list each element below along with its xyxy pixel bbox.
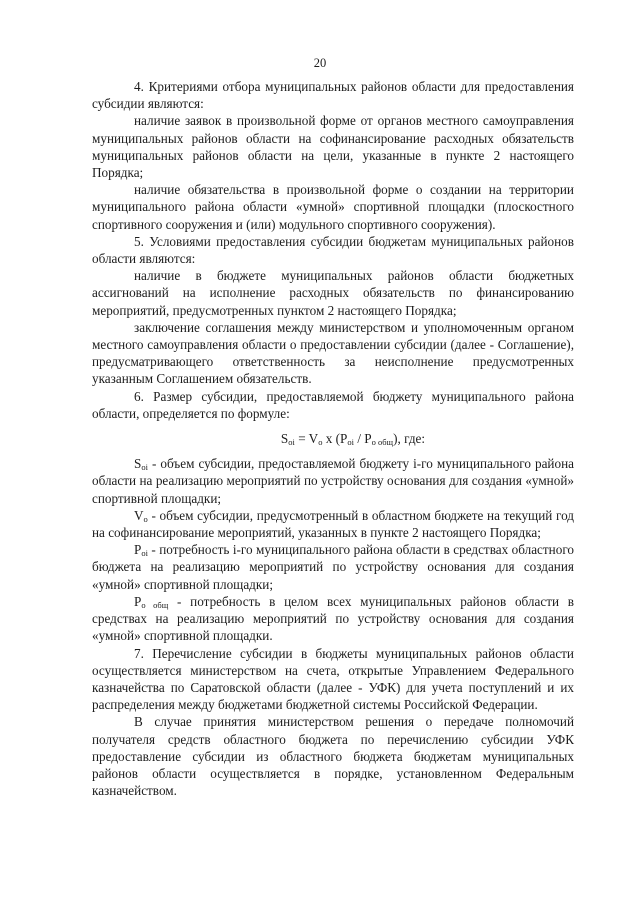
paragraph-4-item-1: наличие заявок в произвольной форме от органов местного самоуправления муниципальных районов области на софинансирование расходных обязательств муниципальных районов области на цели, указанные в пункте 2 настоящего Порядка; <box>92 113 574 181</box>
paragraph-5-item-1: наличие в бюджете муниципальных районов области бюджетных ассигнований на исполнение расходных обязательств по финансированию мероприятий, предусмотренных пунктом 2 настоящего Порядка; <box>92 268 574 318</box>
definition-v-o: $V_o$ - объем субсидии, предусмотренный в областном бюджете на текущий год на софинансирование мероприятий, указанных в пункте 2 настоящего Порядка; <box>92 507 574 541</box>
document-body <box>92 78 574 799</box>
paragraph-4: 4. Критериями отбора муниципальных районов области для предоставления субсидии являются: <box>92 79 574 112</box>
paragraph-4-item-2: наличие обязательства в произвольной форме о создании на территории муниципального района области «умной» спортивной площадки (плоскостного спортивного сооружения и (или) модульного спортивного сооружения). <box>92 182 574 232</box>
page-number: 20 <box>313 56 327 70</box>
definition-p-o-total: $P_{o общ}$ - потребность в целом всех муниципальных районов области в средствах на реализацию мероприятий по устройству основания для создания «умной» спортивной площадки. <box>92 593 574 644</box>
definition-p-oi: $P_{oi}$ - потребность i-го муниципального района области в средствах областного бюджета на реализацию мероприятий по устройству основания для создания «умной» спортивной площадки; <box>92 542 574 592</box>
subsidy-formula: $S_{oi} = V_o$ x $(P_{oi} / P_{o общ})$, где: <box>280 431 426 448</box>
paragraph-6: 6. Размер субсидии, предоставляемой бюджету муниципального района области, определяется по формуле: <box>92 388 574 421</box>
paragraph-7: 7. Перечисление субсидии в бюджеты муниципальных районов области осуществляется министерством на счета, открытые Управлением Федерального казначейства по Саратовской области (далее - УФК) для учета поступлений и их распределения между бюджетами бюджетной системы Российской Федерации. <box>92 645 574 713</box>
paragraph-5-item-2: заключение соглашения между министерством и уполномоченным органом местного самоуправления области о предоставлении субсидии (далее - Соглашение), предусматривающего ответственность за неисполнение предусмотренных указанным Соглашением обязательств. <box>92 319 574 387</box>
definition-s-oi: $S_{oi}$ - объем субсидии, предоставляемой бюджету i-го муниципального района области на реализацию мероприятий по устройству основания для создания «умной» спортивной площадки; <box>92 456 574 506</box>
paragraph-5: 5. Условиями предоставления субсидии бюджетам муниципальных районов области являются: <box>92 233 574 267</box>
paragraph-8: В случае принятия министерством решения о передаче полномочий получателя средств областного бюджета по перечислению субсидии УФК предоставление субсидии из областного бюджета бюджетам муниципальных районов области осуществляется в порядке, установленном Федеральным казначейством. <box>92 714 574 799</box>
